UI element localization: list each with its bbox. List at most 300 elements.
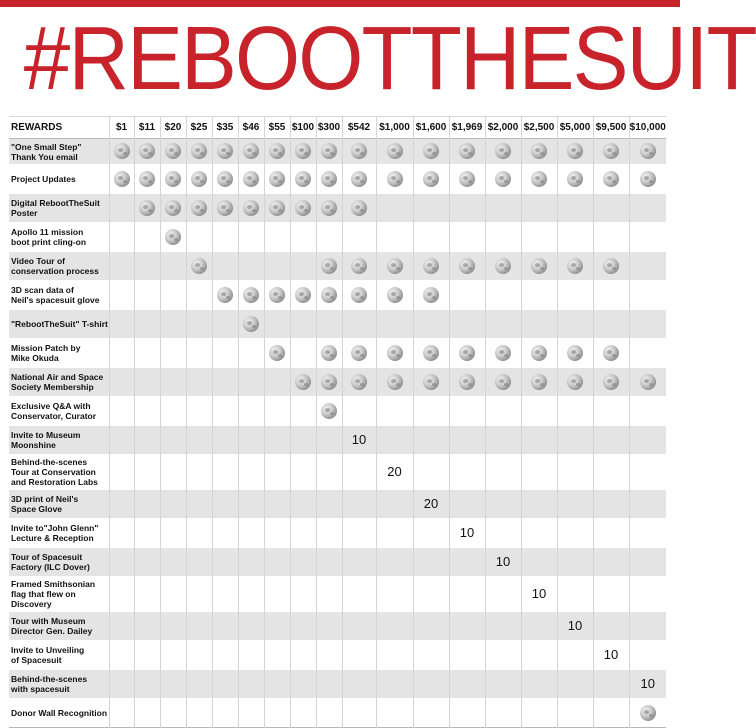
moon-icon xyxy=(603,171,619,187)
moon-icon xyxy=(243,143,259,159)
tier-cell xyxy=(449,139,485,165)
tier-cell xyxy=(290,281,316,310)
tier-cell xyxy=(238,699,264,728)
tier-cell xyxy=(160,426,186,455)
tier-cell xyxy=(629,670,666,699)
tier-cell xyxy=(557,670,593,699)
tier-cell xyxy=(376,194,413,223)
tier-cell xyxy=(290,670,316,699)
tier-cell xyxy=(449,194,485,223)
tier-cell xyxy=(521,339,557,368)
moon-icon xyxy=(351,200,367,216)
moon-icon xyxy=(459,171,475,187)
tier-cell xyxy=(593,426,629,455)
tier-cell xyxy=(134,577,160,612)
tier-cell xyxy=(557,548,593,577)
tier-cell xyxy=(521,455,557,490)
moon-icon xyxy=(495,374,511,390)
tier-cell xyxy=(134,699,160,728)
moon-icon xyxy=(243,287,259,303)
tier-cell xyxy=(160,641,186,670)
tier-cell xyxy=(413,490,449,519)
moon-icon xyxy=(114,171,130,187)
tier-cell xyxy=(238,139,264,165)
tier-cell xyxy=(264,548,290,577)
tier-cell xyxy=(264,194,290,223)
tier-cell xyxy=(485,699,521,728)
moon-icon xyxy=(191,258,207,274)
tier-cell xyxy=(290,165,316,194)
tier-header: $46 xyxy=(238,117,264,139)
moon-icon xyxy=(387,287,403,303)
tier-cell xyxy=(316,519,342,548)
tier-cell xyxy=(186,490,212,519)
moon-icon xyxy=(269,171,285,187)
table-row xyxy=(9,397,666,426)
moon-icon xyxy=(321,345,337,361)
tier-cell xyxy=(342,252,376,281)
tier-cell xyxy=(342,548,376,577)
reward-label: Mission Patch by Mike Okuda xyxy=(9,339,109,368)
moon-icon xyxy=(567,345,583,361)
table-row xyxy=(9,368,666,397)
tier-cell xyxy=(557,577,593,612)
reward-label: Exclusive Q&A with Conservator, Curator xyxy=(9,397,109,426)
tier-cell xyxy=(342,577,376,612)
tier-cell xyxy=(593,612,629,641)
tier-cell xyxy=(485,670,521,699)
reward-label: Invite to"John Glenn" Lecture & Reception xyxy=(9,519,109,548)
tier-cell xyxy=(557,252,593,281)
tier-header: $1,600 xyxy=(413,117,449,139)
tier-cell xyxy=(485,310,521,339)
tier-cell xyxy=(449,310,485,339)
tier-cell xyxy=(160,519,186,548)
reward-label: Behind-the-scenes with spacesuit xyxy=(9,670,109,699)
tier-cell xyxy=(485,612,521,641)
tier-cell xyxy=(342,281,376,310)
tier-cell xyxy=(134,548,160,577)
tier-cell xyxy=(485,165,521,194)
tier-cell xyxy=(342,699,376,728)
rewards-table xyxy=(9,116,666,728)
tier-cell xyxy=(413,426,449,455)
table-row xyxy=(9,165,666,194)
reward-label: National Air and Space Society Membership xyxy=(9,368,109,397)
tier-cell xyxy=(449,165,485,194)
moon-icon xyxy=(321,143,337,159)
tier-cell xyxy=(238,519,264,548)
tier-cell xyxy=(212,490,238,519)
tier-cell xyxy=(485,139,521,165)
tier-cell xyxy=(521,670,557,699)
tier-cell xyxy=(316,670,342,699)
tier-cell xyxy=(629,548,666,577)
tier-cell xyxy=(376,252,413,281)
tier-cell xyxy=(316,139,342,165)
tier-cell xyxy=(160,490,186,519)
tier-cell xyxy=(186,455,212,490)
tier-cell xyxy=(212,455,238,490)
moon-icon xyxy=(640,171,656,187)
tier-cell xyxy=(557,165,593,194)
tier-cell xyxy=(186,139,212,165)
tier-cell xyxy=(316,455,342,490)
moon-icon xyxy=(321,403,337,419)
reward-label: Behind-the-scenes Tour at Conservation and Restoration Labs xyxy=(9,455,109,490)
tier-cell xyxy=(521,281,557,310)
tier-cell xyxy=(342,310,376,339)
tier-cell xyxy=(238,339,264,368)
reward-label: Video Tour of conservation process xyxy=(9,252,109,281)
tier-cell xyxy=(290,577,316,612)
tier-cell xyxy=(264,577,290,612)
tier-cell xyxy=(134,641,160,670)
moon-icon xyxy=(351,374,367,390)
reward-label: Invite to Unveiling of Spacesuit xyxy=(9,641,109,670)
tier-cell xyxy=(629,577,666,612)
moon-icon xyxy=(567,143,583,159)
tier-cell xyxy=(521,548,557,577)
tier-cell xyxy=(212,281,238,310)
tier-cell xyxy=(593,670,629,699)
tier-cell xyxy=(342,426,376,455)
tier-cell xyxy=(485,490,521,519)
moon-icon xyxy=(387,171,403,187)
moon-icon xyxy=(603,345,619,361)
reward-label: Tour of Spacesuit Factory (ILC Dover) xyxy=(9,548,109,577)
moon-icon xyxy=(459,345,475,361)
tier-cell xyxy=(212,519,238,548)
moon-icon xyxy=(321,374,337,390)
tier-cell xyxy=(238,194,264,223)
tier-cell xyxy=(238,165,264,194)
tier-cell xyxy=(413,548,449,577)
tier-header: $100 xyxy=(290,117,316,139)
tier-cell xyxy=(342,194,376,223)
tier-cell xyxy=(109,194,134,223)
moon-icon xyxy=(351,258,367,274)
tier-cell xyxy=(629,139,666,165)
moon-icon xyxy=(269,200,285,216)
tier-cell xyxy=(413,310,449,339)
tier-cell xyxy=(186,165,212,194)
table-row xyxy=(9,310,666,339)
tier-cell xyxy=(186,670,212,699)
top-accent-bar xyxy=(0,0,680,7)
tier-cell xyxy=(342,223,376,252)
tier-cell xyxy=(593,165,629,194)
reward-label: Tour with Museum Director Gen. Dailey xyxy=(9,612,109,641)
page-title: #REBOOTTHESUIT xyxy=(23,9,756,109)
tier-cell xyxy=(629,455,666,490)
tier-cell xyxy=(485,577,521,612)
tier-cell xyxy=(290,310,316,339)
tier-cell xyxy=(290,548,316,577)
moon-icon xyxy=(321,258,337,274)
tier-cell xyxy=(376,223,413,252)
tier-cell xyxy=(557,194,593,223)
moon-icon xyxy=(423,171,439,187)
tier-cell xyxy=(238,310,264,339)
tier-cell xyxy=(593,548,629,577)
tier-cell xyxy=(521,194,557,223)
tier-cell xyxy=(134,281,160,310)
moon-icon xyxy=(351,171,367,187)
tier-cell xyxy=(264,455,290,490)
tier-cell xyxy=(342,397,376,426)
tier-cell xyxy=(449,699,485,728)
tier-cell xyxy=(376,310,413,339)
tier-cell xyxy=(521,519,557,548)
tier-cell xyxy=(485,519,521,548)
tier-cell xyxy=(134,252,160,281)
tier-cell xyxy=(413,670,449,699)
tier-cell xyxy=(238,368,264,397)
table-row xyxy=(9,490,666,519)
table-row xyxy=(9,426,666,455)
tier-cell xyxy=(109,368,134,397)
moon-icon xyxy=(295,287,311,303)
tier-cell xyxy=(413,641,449,670)
tier-cell xyxy=(557,612,593,641)
moon-icon xyxy=(295,143,311,159)
tier-cell xyxy=(212,194,238,223)
tier-cell xyxy=(593,397,629,426)
tier-cell xyxy=(238,252,264,281)
tier-cell xyxy=(521,368,557,397)
moon-icon xyxy=(217,171,233,187)
tier-cell xyxy=(290,397,316,426)
tier-cell xyxy=(264,426,290,455)
tier-header: $542 xyxy=(342,117,376,139)
tier-cell xyxy=(212,548,238,577)
moon-icon xyxy=(243,171,259,187)
tier-cell xyxy=(449,577,485,612)
tier-cell xyxy=(238,577,264,612)
tier-cell xyxy=(264,641,290,670)
tier-cell xyxy=(109,165,134,194)
tier-cell xyxy=(264,699,290,728)
tier-cell xyxy=(521,252,557,281)
tier-cell xyxy=(593,139,629,165)
tier-cell xyxy=(557,519,593,548)
tier-cell xyxy=(413,612,449,641)
tier-header: $5,000 xyxy=(557,117,593,139)
tier-cell xyxy=(212,339,238,368)
tier-cell xyxy=(290,699,316,728)
tier-cell xyxy=(376,577,413,612)
reward-label: Apollo 11 mission boot print cling-on xyxy=(9,223,109,252)
moon-icon xyxy=(191,143,207,159)
moon-icon xyxy=(243,200,259,216)
tier-cell xyxy=(376,670,413,699)
tier-cell xyxy=(160,310,186,339)
tier-cell xyxy=(449,612,485,641)
tier-cell xyxy=(264,339,290,368)
tier-cell xyxy=(109,223,134,252)
tier-header: $300 xyxy=(316,117,342,139)
tier-cell xyxy=(290,455,316,490)
tier-cell xyxy=(134,519,160,548)
tier-cell xyxy=(186,281,212,310)
tier-cell xyxy=(238,490,264,519)
tier-cell xyxy=(160,548,186,577)
rewards-rows xyxy=(9,139,666,728)
tier-cell xyxy=(413,455,449,490)
tier-cell xyxy=(264,368,290,397)
moon-icon xyxy=(165,200,181,216)
table-row xyxy=(9,252,666,281)
tier-cell xyxy=(449,397,485,426)
tier-cell xyxy=(264,397,290,426)
tier-cell xyxy=(160,368,186,397)
moon-icon xyxy=(567,374,583,390)
tier-cell xyxy=(212,670,238,699)
tier-cell xyxy=(212,139,238,165)
tier-cell xyxy=(593,368,629,397)
tier-cell xyxy=(485,426,521,455)
reward-label: "One Small Step" Thank You email xyxy=(9,139,109,165)
tier-cell xyxy=(485,548,521,577)
tier-cell xyxy=(212,223,238,252)
tier-cell xyxy=(593,310,629,339)
tier-cell xyxy=(342,670,376,699)
moon-icon xyxy=(217,143,233,159)
moon-icon xyxy=(567,258,583,274)
tier-cell xyxy=(109,397,134,426)
tier-cell xyxy=(629,519,666,548)
tier-cell xyxy=(485,641,521,670)
quantity-value: 10 xyxy=(459,525,475,540)
tier-header: $55 xyxy=(264,117,290,139)
tier-cell xyxy=(376,339,413,368)
tier-cell xyxy=(316,310,342,339)
tier-cell xyxy=(449,455,485,490)
tier-cell xyxy=(264,612,290,641)
moon-icon xyxy=(295,374,311,390)
tier-cell xyxy=(290,252,316,281)
tier-cell xyxy=(413,165,449,194)
tier-cell xyxy=(290,490,316,519)
tier-cell xyxy=(449,670,485,699)
tier-cell xyxy=(290,139,316,165)
tier-cell xyxy=(449,426,485,455)
tier-cell xyxy=(212,641,238,670)
tier-cell xyxy=(212,699,238,728)
tier-cell xyxy=(238,548,264,577)
tier-cell xyxy=(593,699,629,728)
tier-cell xyxy=(186,641,212,670)
tier-cell xyxy=(290,519,316,548)
tier-cell xyxy=(316,368,342,397)
tier-cell xyxy=(134,670,160,699)
tier-cell xyxy=(376,490,413,519)
tier-cell xyxy=(342,139,376,165)
tier-cell xyxy=(316,252,342,281)
moon-icon xyxy=(459,143,475,159)
tier-cell xyxy=(109,490,134,519)
tier-cell xyxy=(238,397,264,426)
tier-cell xyxy=(593,252,629,281)
tier-cell xyxy=(264,281,290,310)
moon-icon xyxy=(191,200,207,216)
moon-icon xyxy=(165,229,181,245)
quantity-value: 10 xyxy=(567,618,583,633)
tier-cell xyxy=(449,548,485,577)
tier-cell xyxy=(557,339,593,368)
tier-cell xyxy=(238,641,264,670)
tier-cell xyxy=(413,252,449,281)
tier-cell xyxy=(342,519,376,548)
tier-cell xyxy=(413,519,449,548)
tier-cell xyxy=(485,368,521,397)
tier-cell xyxy=(316,577,342,612)
moon-icon xyxy=(423,287,439,303)
tier-cell xyxy=(316,548,342,577)
moon-icon xyxy=(139,200,155,216)
moon-icon xyxy=(531,143,547,159)
tier-cell xyxy=(449,490,485,519)
tier-cell xyxy=(316,699,342,728)
tier-cell xyxy=(212,612,238,641)
tier-cell xyxy=(186,194,212,223)
tier-cell xyxy=(521,310,557,339)
moon-icon xyxy=(269,143,285,159)
tier-cell xyxy=(449,519,485,548)
tier-cell xyxy=(521,577,557,612)
tier-cell xyxy=(376,165,413,194)
moon-icon xyxy=(459,374,475,390)
tier-cell xyxy=(376,281,413,310)
tier-cell xyxy=(109,455,134,490)
moon-icon xyxy=(387,374,403,390)
table-row xyxy=(9,641,666,670)
tier-cell xyxy=(238,426,264,455)
moon-icon xyxy=(603,258,619,274)
table-row xyxy=(9,223,666,252)
moon-icon xyxy=(321,171,337,187)
table-row xyxy=(9,548,666,577)
tier-cell xyxy=(160,165,186,194)
tier-cell xyxy=(134,139,160,165)
tier-cell xyxy=(593,223,629,252)
quantity-value: 10 xyxy=(351,432,367,447)
tier-cell xyxy=(557,397,593,426)
tier-header: $10,000 xyxy=(629,122,666,133)
tier-cell xyxy=(290,368,316,397)
table-row xyxy=(9,194,666,223)
quantity-value: 10 xyxy=(531,586,547,601)
tier-cell xyxy=(316,641,342,670)
tier-cell xyxy=(629,310,666,339)
tier-cell xyxy=(316,397,342,426)
tier-cell xyxy=(290,339,316,368)
tier-cell xyxy=(342,339,376,368)
tier-cell xyxy=(485,455,521,490)
tier-cell xyxy=(109,139,134,165)
moon-icon xyxy=(351,143,367,159)
header-row xyxy=(9,117,666,139)
moon-icon xyxy=(243,316,259,332)
tier-cell xyxy=(316,612,342,641)
moon-icon xyxy=(567,171,583,187)
reward-label: Project Updates xyxy=(9,165,109,194)
tier-cell xyxy=(160,670,186,699)
tier-cell xyxy=(160,252,186,281)
tier-cell xyxy=(629,194,666,223)
tier-cell xyxy=(376,455,413,490)
